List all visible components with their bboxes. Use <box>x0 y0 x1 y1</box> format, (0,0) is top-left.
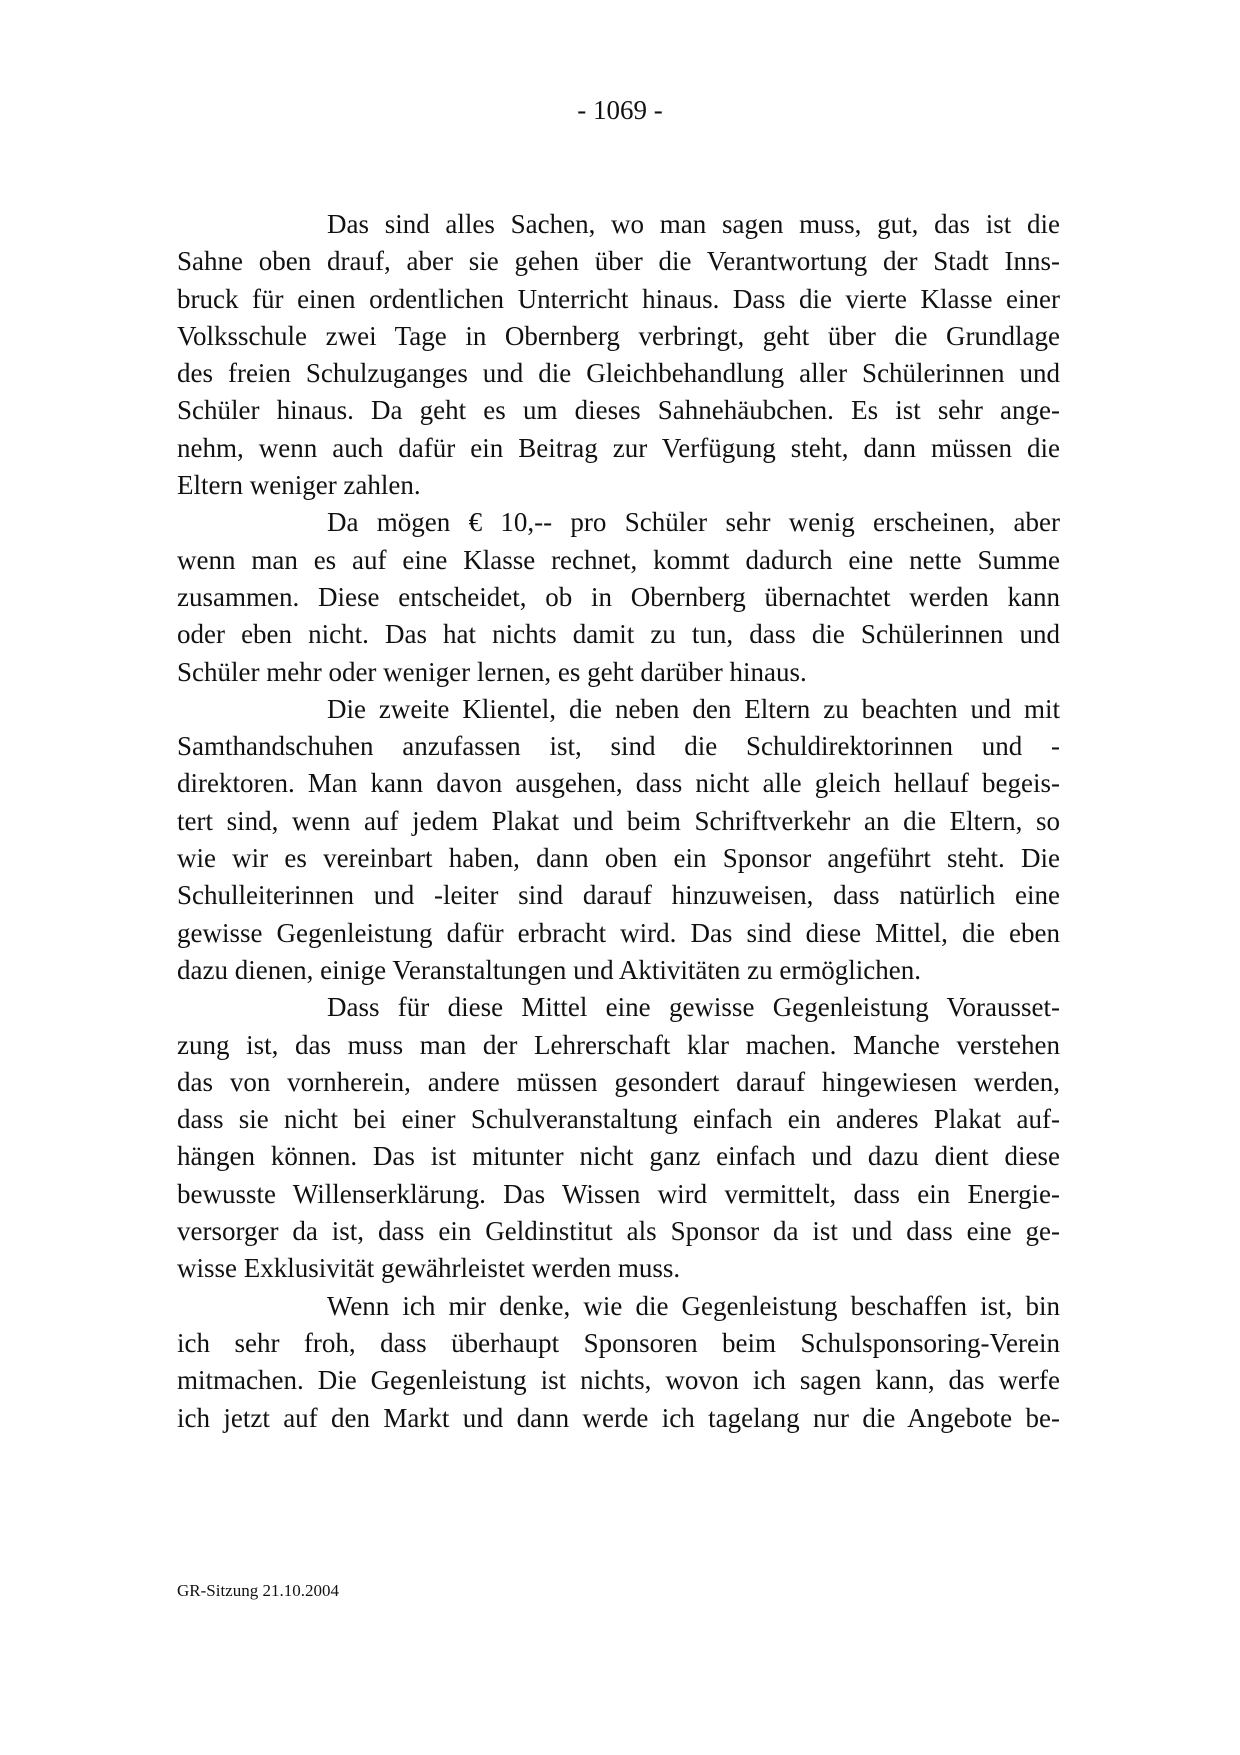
text-line: das von vornherein, andere müssen gesondert darauf hingewiesen werden, <box>177 1066 1060 1097</box>
text-line: ich sehr froh, dass überhaupt Sponsoren beim Schulsponsoring-Verein <box>177 1327 1060 1358</box>
text-line: wie wir es vereinbart haben, dann oben ein Sponsor angeführt steht. Die <box>177 843 1060 874</box>
body-text <box>177 206 1060 1437</box>
page-number: - 1069 - <box>577 95 663 125</box>
text-line: Eltern weniger zahlen. <box>177 470 421 501</box>
text-line: Volksschule zwei Tage in Obernberg verbringt, geht über die Grundlage <box>177 320 1060 351</box>
text-line: wenn man es auf eine Klasse rechnet, kommt dadurch eine nette Summe <box>177 544 1060 575</box>
paragraph-4 <box>177 989 1060 1287</box>
text-line: des freien Schulzuganges und die Gleichbehandlung aller Schülerinnen und <box>177 358 1060 389</box>
text-line: ich jetzt auf den Markt und dann werde ich tagelang nur die Angebote be- <box>177 1402 1060 1433</box>
text-line: wisse Exklusivität gewährleistet werden muss. <box>177 1253 681 1284</box>
paragraph-5 <box>177 1288 1060 1437</box>
text-line: versorger da ist, dass ein Geldinstitut als Sponsor da ist und dass eine ge- <box>177 1216 1060 1247</box>
text-line: Schüler mehr oder weniger lernen, es geht darüber hinaus. <box>177 656 807 687</box>
text-line: Das sind alles Sachen, wo man sagen muss, gut, das ist die <box>327 209 1060 239</box>
text-line: dazu dienen, einige Veranstaltungen und Aktivitäten zu ermöglichen. <box>177 954 922 985</box>
text-line: Schüler hinaus. Da geht es um dieses Sahnehäubchen. Es ist sehr ange- <box>177 395 1060 426</box>
text-line: nehm, wenn auch dafür ein Beitrag zur Verfügung steht, dann müssen die <box>177 432 1060 463</box>
paragraph-3 <box>177 691 1060 989</box>
text-line: Schulleiterinnen und -leiter sind darauf hinzuweisen, dass natürlich eine <box>177 880 1060 911</box>
text-line: zung ist, das muss man der Lehrerschaft klar machen. Manche verstehen <box>177 1029 1060 1060</box>
text-line: tert sind, wenn auf jedem Plakat und beim Schriftverkehr an die Eltern, so <box>177 805 1060 836</box>
paragraph-1 <box>177 206 1060 504</box>
text-line: hängen können. Das ist mitunter nicht ganz einfach und dazu dient diese <box>177 1141 1060 1172</box>
text-line: Dass für diese Mittel eine gewisse Gegenleistung Vorausset- <box>327 992 1060 1023</box>
text-line: bewusste Willenserklärung. Das Wissen wird vermittelt, dass ein Energie- <box>177 1178 1060 1209</box>
text-line: dass sie nicht bei einer Schulveranstaltung einfach ein anderes Plakat auf- <box>177 1104 1060 1135</box>
text-line: Da mögen € 10,-- pro Schüler sehr wenig erscheinen, aber <box>327 507 1060 538</box>
text-line: Sahne oben drauf, aber sie gehen über die Verantwortung der Stadt Inns- <box>177 246 1060 277</box>
text-line: mitmachen. Die Gegenleistung ist nichts, wovon ich sagen kann, das werfe <box>177 1365 1060 1396</box>
text-line: Wenn ich mir denke, wie die Gegenleistung beschaffen ist, bin <box>327 1290 1060 1321</box>
paragraph-2 <box>177 504 1060 690</box>
text-line: Samthandschuhen anzufassen ist, sind die Schuldirektorinnen und - <box>177 731 1060 762</box>
text-line: bruck für einen ordentlichen Unterricht hinaus. Dass die vierte Klasse einer <box>177 283 1060 314</box>
text-line: zusammen. Diese entscheidet, ob in Obernberg übernachtet werden kann <box>177 581 1060 612</box>
text-line: direktoren. Man kann davon ausgehen, dass nicht alle gleich hellauf begeis- <box>177 768 1060 799</box>
footer-session-date: GR-Sitzung 21.10.2004 <box>177 1581 339 1600</box>
text-line: Die zweite Klientel, die neben den Eltern zu beachten und mit <box>327 693 1060 724</box>
text-line: gewisse Gegenleistung dafür erbracht wird. Das sind diese Mittel, die eben <box>177 917 1060 948</box>
text-line: oder eben nicht. Das hat nichts damit zu tun, dass die Schülerinnen und <box>177 619 1060 650</box>
